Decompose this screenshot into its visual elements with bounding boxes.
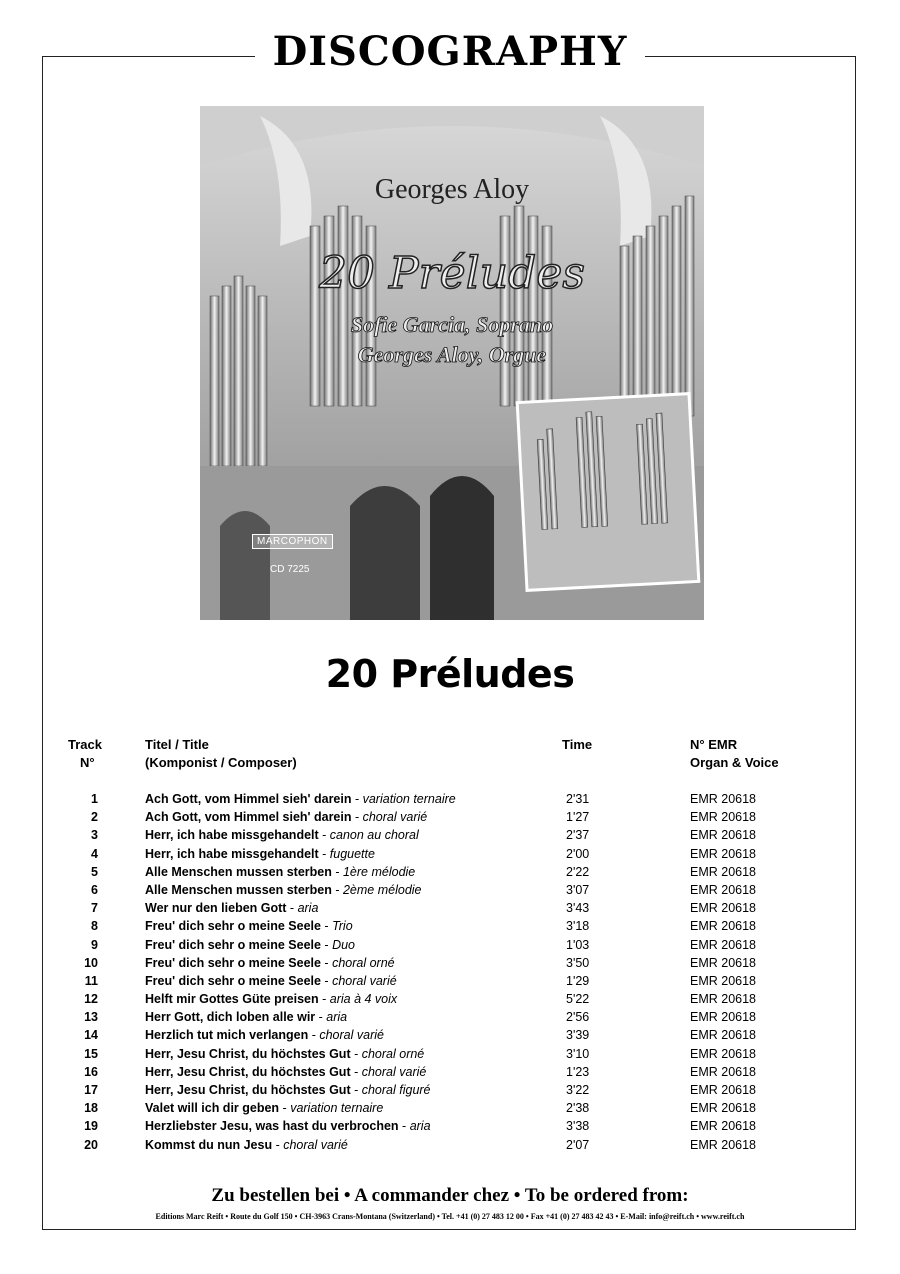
track-title-cell [145, 790, 456, 808]
track-title: Ach Gott, vom Himmel sieh' darein [145, 792, 352, 806]
track-time: 3'39 [566, 1028, 590, 1043]
track-separator: - [351, 810, 363, 825]
table-row [0, 972, 900, 990]
track-time: 5'22 [566, 992, 590, 1007]
track-time: 1'23 [566, 1064, 590, 1079]
header-time: Time [562, 737, 593, 752]
track-separator: - [318, 828, 330, 843]
track-title-cell [145, 845, 375, 863]
track-subtitle: choral varié [283, 1137, 348, 1152]
track-emr: EMR 20618 [690, 1101, 757, 1116]
track-title-cell [145, 1026, 384, 1044]
track-separator: - [350, 1083, 362, 1097]
track-emr: EMR 20618 [690, 1010, 757, 1025]
track-number: 17 [84, 1083, 98, 1097]
track-title: Herr, ich habe missgehandelt [145, 846, 319, 861]
track-title-cell [145, 972, 397, 990]
track-subtitle: aria [326, 1010, 348, 1025]
track-separator: - [320, 919, 333, 934]
track-number: 14 [84, 1028, 98, 1043]
track-subtitle: aria à 4 voix [329, 992, 398, 1007]
track-time: 1'27 [566, 810, 590, 825]
track-emr: EMR 20618 [690, 828, 757, 843]
album-cover [200, 106, 704, 620]
track-emr: EMR 20618 [690, 1064, 757, 1079]
track-title-cell [145, 899, 318, 917]
track-number: 2 [91, 810, 98, 825]
table-row [0, 881, 900, 899]
track-time: 3'07 [566, 882, 590, 897]
track-title: Helft mir Gottes Güte preisen [145, 992, 319, 1007]
track-separator: - [320, 955, 333, 970]
track-time: 3'50 [566, 955, 590, 970]
track-title: Wer nur den lieben Gott [145, 901, 287, 916]
track-title-cell [145, 954, 395, 972]
page-heading [0, 28, 900, 75]
track-title: Ach Gott, vom Himmel sieh' darein [145, 810, 352, 825]
track-separator: - [318, 846, 330, 861]
track-subtitle: 1ère mélodie [342, 864, 416, 879]
track-time: 1'03 [566, 937, 590, 952]
track-title-cell [145, 863, 415, 881]
track-subtitle: aria [409, 1119, 431, 1134]
track-title: Kommst du nun Jesu [145, 1137, 273, 1152]
track-separator: - [350, 1046, 362, 1061]
track-title-cell [145, 936, 355, 954]
track-time: 3'10 [566, 1046, 590, 1061]
track-title: Herr, ich habe missgehandelt [145, 828, 319, 843]
track-emr: EMR 20618 [690, 901, 757, 916]
track-emr: EMR 20618 [690, 864, 757, 879]
track-separator: - [331, 864, 343, 879]
track-subtitle: choral orné [361, 1046, 425, 1061]
track-number: 7 [91, 901, 98, 916]
table-row [0, 790, 900, 808]
track-number: 16 [84, 1064, 98, 1079]
track-number: 11 [84, 973, 98, 988]
track-subtitle: choral varié [361, 1064, 427, 1079]
track-number: 5 [91, 864, 98, 879]
track-separator: - [320, 973, 333, 988]
track-title-cell [145, 990, 397, 1008]
track-title-cell [145, 1099, 383, 1117]
track-title: Freu' dich sehr o meine Seele [145, 937, 321, 952]
track-subtitle: fuguette [329, 846, 375, 861]
track-title: Valet will ich dir geben [145, 1101, 280, 1116]
heading-text: DISCOGRAPHY [255, 28, 646, 75]
track-number: 1 [91, 792, 98, 806]
track-time: 3'38 [566, 1119, 590, 1134]
track-subtitle: variation ternaire [362, 792, 456, 806]
track-title: Herzliebster Jesu, was hast du verbrochen [145, 1119, 399, 1134]
track-title: Herr Gott, dich loben alle wir [145, 1010, 316, 1025]
track-separator: - [320, 937, 333, 952]
track-separator: - [286, 901, 298, 916]
track-title: Herzlich tut mich verlangen [145, 1028, 309, 1043]
track-separator: - [279, 1101, 291, 1116]
table-row [0, 1136, 900, 1154]
track-separator: - [350, 1064, 362, 1079]
table-row [0, 1008, 900, 1026]
track-time: 2'56 [566, 1010, 590, 1025]
table-row [0, 863, 900, 881]
track-separator: - [398, 1119, 410, 1134]
table-row [0, 808, 900, 826]
track-emr: EMR 20618 [690, 973, 757, 988]
track-number: 15 [84, 1046, 98, 1061]
track-time: 3'22 [566, 1083, 590, 1097]
table-row [0, 1026, 900, 1044]
track-emr: EMR 20618 [690, 810, 757, 825]
track-emr: EMR 20618 [690, 955, 757, 970]
track-list [0, 790, 900, 1154]
track-subtitle: choral varié [332, 973, 397, 988]
track-subtitle: choral varié [319, 1028, 384, 1043]
track-emr: EMR 20618 [690, 992, 757, 1007]
table-row [0, 1099, 900, 1117]
track-emr: EMR 20618 [690, 1083, 757, 1097]
track-title: Herr, Jesu Christ, du höchstes Gut [145, 1064, 351, 1079]
table-row [0, 1081, 900, 1099]
track-emr: EMR 20618 [690, 882, 757, 897]
table-row [0, 899, 900, 917]
track-separator: - [272, 1137, 284, 1152]
cover-performer-1: Sofie Garcia, Soprano [350, 312, 554, 337]
track-title: Herr, Jesu Christ, du höchstes Gut [145, 1083, 351, 1097]
header-emr: N° EMR Organ & Voice [690, 737, 779, 770]
track-time: 2'37 [566, 828, 590, 843]
table-row [0, 990, 900, 1008]
track-title: Freu' dich sehr o meine Seele [145, 955, 321, 970]
catalog-number: CD 7225 [270, 564, 310, 575]
track-subtitle: variation ternaire [290, 1101, 384, 1116]
track-title-cell [145, 1008, 347, 1026]
track-title-cell [145, 881, 422, 899]
table-row [0, 1063, 900, 1081]
record-label-logo: MARCOPHON [252, 534, 333, 549]
track-title-cell [145, 808, 427, 826]
track-number: 8 [91, 919, 98, 934]
track-emr: EMR 20618 [690, 792, 757, 806]
track-title-cell [145, 1136, 348, 1154]
track-title: Freu' dich sehr o meine Seele [145, 973, 321, 988]
track-emr: EMR 20618 [690, 919, 757, 934]
track-title-cell [145, 917, 353, 935]
track-number: 3 [91, 828, 98, 843]
table-row [0, 936, 900, 954]
table-row [0, 845, 900, 863]
table-row [0, 1117, 900, 1135]
table-row [0, 917, 900, 935]
track-subtitle: Duo [332, 937, 355, 952]
track-time: 2'31 [566, 792, 590, 806]
order-line: Zu bestellen bei • A commander chez • To be ordered from: [211, 1185, 689, 1206]
track-title: Freu' dich sehr o meine Seele [145, 919, 321, 934]
track-subtitle: Trio [332, 919, 353, 934]
track-time: 2'00 [566, 846, 590, 861]
track-time: 2'38 [566, 1101, 590, 1116]
track-subtitle: aria [297, 901, 319, 916]
track-title: Alle Menschen mussen sterben [145, 864, 332, 879]
cover-title: 20 Préludes [319, 248, 585, 299]
track-title-cell [145, 1081, 431, 1099]
track-number: 12 [84, 992, 98, 1007]
table-row [0, 954, 900, 972]
track-title-cell [145, 826, 419, 844]
track-title-cell [145, 1045, 424, 1063]
track-number: 6 [91, 882, 98, 897]
track-number: 20 [84, 1137, 98, 1152]
track-emr: EMR 20618 [690, 1028, 757, 1043]
track-separator: - [315, 1010, 327, 1025]
track-emr: EMR 20618 [690, 1046, 757, 1061]
track-separator: - [331, 882, 343, 897]
track-number: 4 [91, 846, 98, 861]
track-emr: EMR 20618 [690, 1119, 757, 1134]
track-title-cell [145, 1117, 431, 1135]
track-number: 19 [84, 1119, 98, 1134]
track-time: 2'22 [566, 864, 590, 879]
track-subtitle: canon au choral [329, 828, 419, 843]
track-emr: EMR 20618 [690, 846, 757, 861]
track-time: 2'07 [566, 1137, 590, 1152]
publisher-address: Editions Marc Reift • Route du Golf 150 • CH-3963 Crans-Montana (Switzerland) • Tel. +41 (0) 27 483 12 00 • Fax +41 (0) 27 483 42 43 • E-Mail: info@reift.ch • www.reift.ch [155, 1212, 745, 1221]
track-separator: - [351, 792, 363, 806]
track-number: 10 [84, 955, 98, 970]
track-number: 9 [91, 937, 98, 952]
table-row [0, 1045, 900, 1063]
track-title: Alle Menschen mussen sterben [145, 882, 332, 897]
header-title: Titel / Title (Komponist / Composer) [145, 737, 297, 770]
track-emr: EMR 20618 [690, 1137, 757, 1152]
track-subtitle: choral varié [362, 810, 428, 825]
track-title-cell [145, 1063, 426, 1081]
header-track: Track N° [68, 737, 102, 770]
track-separator: - [318, 992, 330, 1007]
track-subtitle: choral figuré [361, 1083, 431, 1097]
track-time: 3'18 [566, 919, 590, 934]
track-subtitle: 2ème mélodie [342, 882, 422, 897]
cover-artist: Georges Aloy [374, 174, 530, 205]
track-time: 1'29 [566, 973, 590, 988]
track-separator: - [308, 1028, 320, 1043]
table-row [0, 826, 900, 844]
track-number: 13 [84, 1010, 98, 1025]
track-title: Herr, Jesu Christ, du höchstes Gut [145, 1046, 351, 1061]
track-number: 18 [84, 1101, 98, 1116]
track-time: 3'43 [566, 901, 590, 916]
cover-performer-2: Georges Aloy, Orgue [357, 342, 547, 367]
track-subtitle: choral orné [332, 955, 395, 970]
track-emr: EMR 20618 [690, 937, 757, 952]
album-title: 20 Préludes [325, 652, 575, 696]
